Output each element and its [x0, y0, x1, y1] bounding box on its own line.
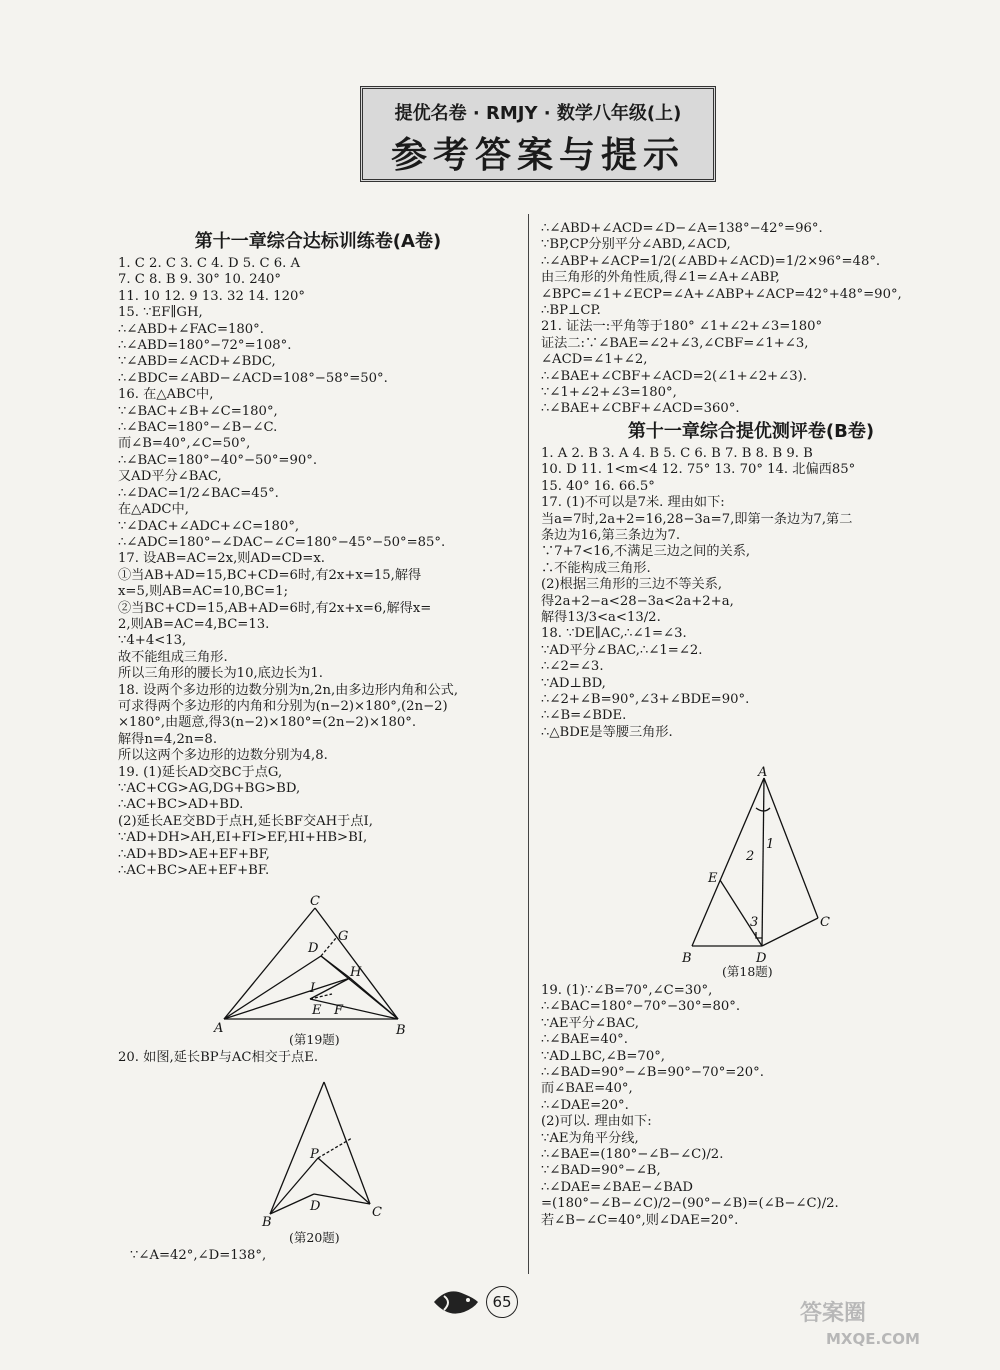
header-banner	[360, 86, 716, 182]
answer-line: 1. C 2. C 3. C 4. D 5. C 6. A	[118, 256, 301, 271]
answer-line: ×180°,由题意,得3(n−2)×180°=(2n−2)×180°.	[118, 715, 417, 731]
fig19-caption: (第19题)	[289, 1032, 340, 1047]
answer-line: ∴∠ABD+∠ACD=∠D−∠A=138°−42°=96°.	[541, 221, 823, 236]
answer-line: 7. C 8. B 9. 30° 10. 240°	[118, 272, 281, 288]
fig19-label-c: C	[310, 894, 320, 909]
header-title: 参考答案与提示	[390, 135, 685, 176]
answer-line: =(180°−∠B−∠C)/2−(90°−∠B)=(∠B−∠C)/2.	[541, 1196, 839, 1212]
answer-line: ∵∠DAC+∠ADC+∠C=180°,	[118, 518, 300, 534]
answer-line: ∵∠1+∠2+∠3=180°,	[541, 385, 677, 401]
fig19-label-i: I	[310, 981, 316, 996]
answer-line: ∵AD⊥BD,	[541, 675, 606, 691]
column-divider	[528, 214, 529, 1274]
answer-line: ∴∠BAC=180°−∠B−∠C.	[118, 420, 278, 436]
fig19-label-b: B	[396, 1023, 406, 1038]
answer-line: ∵∠A=42°,∠D=138°,	[130, 1248, 267, 1263]
answer-line: 解得n=4,2n=8.	[118, 731, 218, 747]
answer-line: ∵BP,CP分别平分∠ABD,∠ACD,	[541, 237, 731, 253]
fish-icon	[430, 1282, 482, 1322]
answer-line: ∴∠B=∠BDE.	[541, 708, 627, 724]
answer-line: 而∠BAE=40°,	[541, 1081, 633, 1097]
answer-line: ∴∠ABD+∠FAC=180°.	[118, 321, 264, 337]
answer-lines-b-19	[541, 983, 961, 1229]
answer-line: ∴∠ABP+∠ACP=1/2(∠ABD+∠ACD)=1/2×96°=48°.	[541, 253, 881, 269]
answer-line: ∵∠BAC+∠B+∠C=180°,	[118, 403, 278, 419]
answer-line: ①当AB+AD=15,BC+CD=6时,有2x+x=15,解得	[118, 567, 422, 583]
fig18-label-3: 3	[750, 915, 759, 930]
answer-line: 可求得两个多边形的内角和分别为(n−2)×180°,(2n−2)	[118, 698, 448, 714]
answer-line: ∵4+4<13,	[118, 633, 187, 649]
header-subtitle: 提优名卷 · RMJY · 数学八年级(上)	[394, 103, 682, 124]
answer-line: 21. 证法一:平角等于180° ∠1+∠2+∠3=180°	[541, 319, 823, 335]
fig20-caption: (第20题)	[289, 1230, 340, 1245]
answer-line: 若∠B−∠C=40°,则∠DAE=20°.	[541, 1212, 739, 1228]
answer-line: ∴∠BAE+∠CBF+∠ACD=360°.	[541, 401, 740, 417]
answer-line: 在△ADC中,	[118, 502, 189, 518]
answer-line: ∴∠ADC=180°−∠DAC−∠C=180°−45°−50°=85°.	[118, 534, 446, 550]
answer-line: ∵AD⊥BC,∠B=70°,	[541, 1048, 665, 1064]
fig20-label-b: B	[262, 1215, 272, 1230]
answer-line: ∴∠BAC=180°−40°−50°=90°.	[118, 452, 318, 468]
answer-line: ∴∠BAE=40°.	[541, 1032, 628, 1048]
answer-line: 由三角形的外角性质,得∠1=∠A+∠ABP,	[541, 270, 780, 286]
fig18-label-b: B	[682, 951, 692, 966]
left-column	[118, 228, 518, 879]
answer-line: x=5,则AB=AC=10,BC=1;	[118, 584, 289, 600]
answer-line: ∵AE平分∠BAC,	[541, 1015, 639, 1031]
answer-line: 17. (1)不可以是7米. 理由如下:	[541, 495, 725, 511]
answer-line: 故不能组成三角形.	[118, 649, 228, 665]
section-title-b: 第十一章综合提优测评卷(B卷)	[627, 420, 875, 442]
answer-line: 15. 40° 16. 66.5°	[541, 478, 655, 494]
answer-line: ∵∠ABD=∠ACD+∠BDC,	[118, 354, 276, 370]
answer-line: ②当BC+CD=15,AB+AD=6时,有2x+x=6,解得x=	[118, 600, 432, 616]
answer-line: ∴∠BAE+∠CBF+∠ACD=2(∠1+∠2+∠3).	[541, 368, 807, 384]
right-column	[541, 221, 961, 741]
answer-line: 1. A 2. B 3. A 4. B 5. C 6. B 7. B 8. B 9. B	[541, 445, 813, 461]
answer-line: 18. ∵DE∥AC,∴∠1=∠3.	[541, 626, 687, 642]
answer-line: 所以三角形的腰长为10,底边长为1.	[118, 666, 323, 682]
answer-line: 当a=7时,2a+2=16,28−3a=7,即第一条边为7,第二	[541, 511, 853, 527]
answer-line: ∴∠BAC=180°−70°−30°=80°.	[541, 999, 741, 1015]
answer-line: ∴∠DAC=1/2∠BAC=45°.	[118, 485, 279, 501]
page-number: 65	[486, 1286, 518, 1318]
answer-line: ∴∠BDC=∠ABD−∠ACD=108°−58°=50°.	[118, 370, 388, 386]
answer-line: ∴不能构成三角形.	[541, 560, 651, 576]
fig20-label-d: D	[310, 1199, 321, 1214]
answer-line: ∠BPC=∠1+∠ECP=∠A+∠ABP+∠ACP=42°+48°=90°,	[541, 286, 902, 302]
answer-line: ∵AD平分∠BAC,∴∠1=∠2.	[541, 642, 703, 658]
figure-19	[210, 896, 410, 1036]
fig18-label-1: 1	[766, 837, 775, 852]
answer-line: 16. 在△ABC中,	[118, 387, 214, 403]
answer-line: 11. 10 12. 9 13. 32 14. 120°	[118, 288, 305, 304]
fig18-label-c: C	[820, 915, 830, 930]
watermark-url: MXQE.COM	[826, 1330, 920, 1348]
fig18-label-e: E	[708, 871, 718, 886]
fig19-label-g: G	[338, 929, 349, 944]
fig19-label-d: D	[308, 941, 319, 956]
answer-line: (2)可以. 理由如下:	[541, 1114, 652, 1130]
answer-line: ∴∠DAE=20°.	[541, 1097, 629, 1113]
answer-lines-b	[541, 446, 961, 741]
fig19-label-e: E	[312, 1003, 322, 1018]
answer-line: (2)延长AE交BD于点H,延长BF交AH于点I,	[118, 813, 373, 829]
answer-line: 又AD平分∠BAC,	[118, 469, 222, 485]
fig18-label-2: 2	[746, 849, 755, 864]
answer-line: ∵AE为角平分线,	[541, 1130, 639, 1146]
answer-line: ∴BP⊥CP.	[541, 303, 601, 319]
answer-line: 所以这两个多边形的边数分别为4,8.	[118, 748, 328, 764]
line-20	[118, 1050, 318, 1066]
answer-line: 17. 设AB=AC=2x,则AD=CD=x.	[118, 551, 325, 567]
answer-line: ∴∠BAD=90°−∠B=90°−70°=20°.	[541, 1065, 764, 1081]
answer-line: ∴∠2=∠3.	[541, 659, 604, 675]
answer-line: ∴AD+BD>AE+EF+BF,	[118, 846, 270, 862]
fig19-label-h: H	[350, 965, 362, 980]
answer-line: ∴AC+BC>AE+EF+BF.	[118, 863, 270, 879]
answer-line: ∵7+7<16,不满足三边之间的关系,	[541, 544, 751, 560]
answer-line: 2,则AB=AC=4,BC=13.	[118, 616, 270, 632]
answer-line: ∵AC+CG>AG,DG+BG>BD,	[118, 781, 301, 796]
fig19-label-f: F	[334, 1003, 344, 1018]
fig18-label-a: A	[758, 765, 768, 780]
watermark: 答案圈	[800, 1301, 867, 1326]
answer-line: ∴△BDE是等腰三角形.	[541, 724, 673, 740]
answer-line: ∴∠BAE=(180°−∠B−∠C)/2.	[541, 1147, 724, 1163]
answer-line: 19. (1)∵∠B=70°,∠C=30°,	[541, 983, 713, 998]
answer-line: ∴∠ABD=180°−72°=108°.	[118, 338, 292, 354]
answer-line: 证法二:∵∠BAE=∠2+∠3,∠CBF=∠1+∠3,	[541, 335, 809, 351]
answer-line: ∵∠BAD=90°−∠B,	[541, 1163, 661, 1179]
fig19-label-a: A	[214, 1021, 224, 1036]
answer-line: ∠ACD=∠1+∠2,	[541, 352, 648, 368]
section-title-a: 第十一章综合达标训练卷(A卷)	[194, 231, 442, 252]
answer-lines-a-cont	[541, 221, 961, 418]
last-line-left	[130, 1248, 266, 1264]
answer-line: 解得13/3<a<13/2.	[541, 609, 661, 625]
answer-line: ∵AD+DH>AH,EI+FI>EF,HI+HB>BI,	[118, 830, 368, 846]
fig20-label-p: P	[310, 1147, 319, 1162]
answer-line: 得2a+2−a<28−3a<2a+2+a,	[541, 593, 734, 609]
answer-line: 20. 如图,延长BP与AC相交于点E.	[118, 1050, 319, 1065]
right-column-lower	[541, 983, 961, 1229]
answer-line: ∴AC+BC>AD+BD.	[118, 797, 244, 813]
figure-18	[678, 765, 848, 968]
answer-line: 15. ∵EF∥GH,	[118, 305, 203, 321]
answer-line: ∴∠2+∠B=90°,∠3+∠BDE=90°.	[541, 691, 750, 707]
answer-line: 18. 设两个多边形的边数分别为n,2n,由多边形内角和公式,	[118, 682, 459, 698]
figure-20	[258, 1076, 388, 1230]
answer-line: 而∠B=40°,∠C=50°,	[118, 436, 251, 452]
answer-lines-a	[118, 256, 518, 879]
answer-line: 条边为16,第三条边为7.	[541, 527, 681, 543]
answer-line: 10. D 11. 1<m<4 12. 75° 13. 70° 14. 北偏西85°	[541, 462, 856, 478]
fig18-label-d: D	[756, 951, 767, 966]
answer-line: 19. (1)延长AD交BC于点G,	[118, 764, 283, 780]
fig18-caption: (第18题)	[722, 964, 773, 979]
answer-line: ∴∠DAE=∠BAE−∠BAD	[541, 1179, 693, 1195]
answer-line: (2)根据三角形的三边不等关系,	[541, 577, 723, 593]
fig20-label-c: C	[372, 1205, 382, 1220]
